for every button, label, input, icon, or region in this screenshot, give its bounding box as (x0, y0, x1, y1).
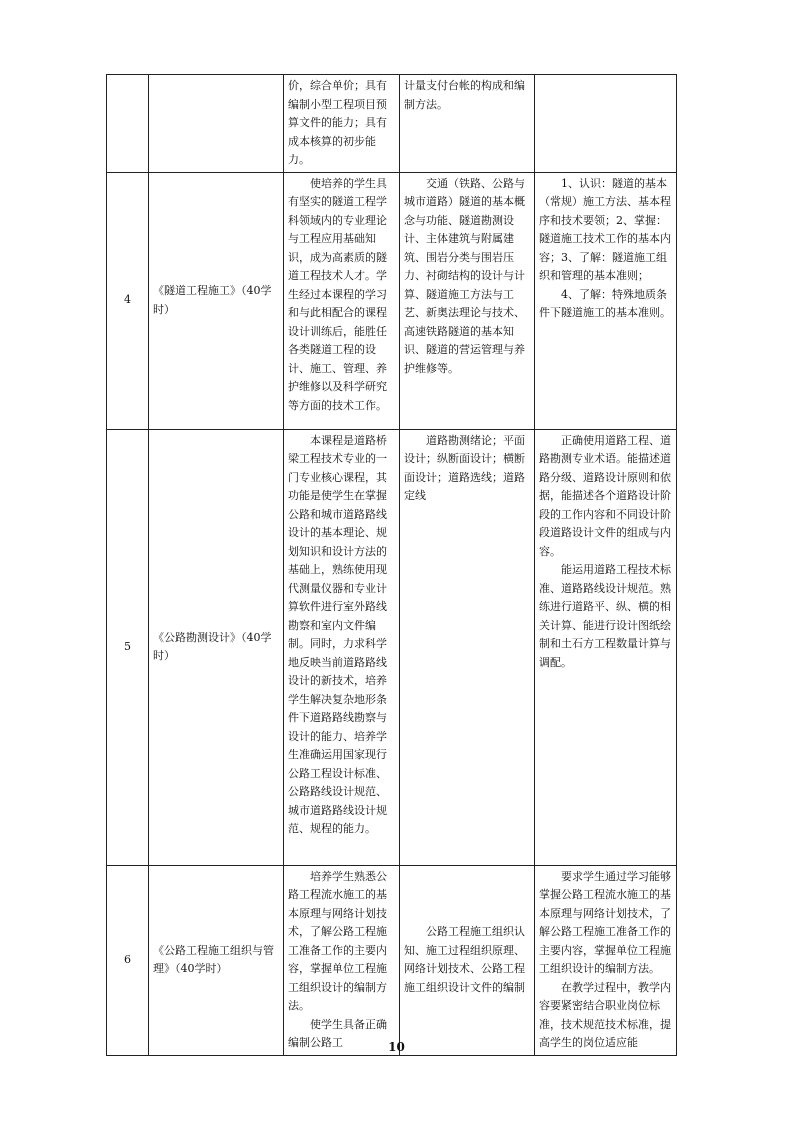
course-goal-cell (284, 172, 400, 429)
table-row (107, 429, 677, 865)
course-content-text: 道路勘测绪论；平面设计；纵断面设计；横断面设计；道路选线；道路定线 (404, 433, 525, 502)
course-name-cell: 《公路勘测设计》（40学时） (149, 429, 284, 865)
course-requirement-text: 要求学生通过学习能够掌握公路工程流水施工的基本原理与网络计划技术，了解公路工程施工准备工作的主要内容，掌握单位工程施工组织设计的编制方法。 在教学过程中，教学内容要紧密结合职业岗位标准，技术规范技术标准，提高学生的岗位适应能 (539, 869, 671, 1049)
course-table (106, 74, 677, 1056)
course-requirement-cell (535, 172, 677, 429)
course-content-cell (400, 172, 535, 429)
course-goal-text: 使培养的学生具有坚实的隧道工程学科领域内的专业理论与工程应用基础知识，成为高素质的隧道工程技术人才。学生经过本课程的学习和与此相配合的课程设计训练后，能胜任各类隧道工程的设计、施工、管理、养护维修以及科学研究等方面的技术工作。 (288, 176, 387, 412)
row-number-cell: 6 (107, 865, 149, 1055)
row-number-cell: 4 (107, 172, 149, 429)
course-name-cell (149, 75, 284, 173)
course-name-cell: 《隧道工程施工》（40学时） (149, 172, 284, 429)
row-number-cell: 5 (107, 429, 149, 865)
course-goal-cell (284, 429, 400, 865)
course-goal-text: 培养学生熟悉公路工程流水施工的基本原理与网络计划技术，了解公路工程施工准备工作的主要内容，掌握单位工程施工组织设计的编制方法。 使学生具备正确编制公路工 (288, 869, 387, 1049)
page-number: 10 (388, 1040, 405, 1054)
course-goal-text: 价，综合单价；具有编制小型工程项目预算文件的能力；具有成本核算的初步能力。 (288, 79, 387, 166)
course-requirement-text: 1、认识：隧道的基本（常规）施工方法、基本程序和技术要领；2、掌握：隧道施工技术工作的基本内容；3、了解：隧道施工组织和管理的基本准则； 4、了解：特殊地质条件下隧道施工的基本准则。 (539, 176, 671, 319)
table-row (107, 75, 677, 173)
course-goal-text: 本课程是道路桥梁工程技术专业的一门专业核心课程，其功能是使学生在掌握公路和城市道路路线设计的基本理论、规划知识和设计方法的基础上，熟练使用现代测量仪器和专业计算软件进行室外路线勘察和室内文件编制。同时，力求科学地反映当前道路路线设计的新技术，培养学生解决复杂地形条件下道路路线勘察与设计的能力、培养学生准确运用国家现行公路工程设计标准、公路路线设计规范、城市道路路线设计规范、规程的能力。 (288, 433, 387, 835)
course-requirement-cell (535, 865, 677, 1055)
table-row (107, 172, 677, 429)
course-content-text: 交通（铁路、公路与城市道路）隧道的基本概念与功能、隧道勘测设计、主体建筑与附属建筑、围岩分类与围岩压力、衬砌结构的设计与计算、隧道施工方法与工艺、新奥法理论与技术、高速铁路隧道的基本知识、隧道的营运管理与养护维修等。 (404, 176, 525, 375)
course-requirement-cell (535, 429, 677, 865)
row-number-cell (107, 75, 149, 173)
course-requirement-cell (535, 75, 677, 173)
course-requirement-text: 正确使用道路工程、道路勘测专业术语。能描述道路分级、道路设计原则和依据，能描述各个道路设计阶段的工作内容和不同设计阶段道路设计文件的组成与内容。 能运用道路工程技术标准、道路路线设计规范。熟练进行道路平、纵、横的相关计算、能进行设计图纸绘制和土石方工程数量计算与调配。 (539, 433, 671, 669)
course-content-text: 公路工程施工组织认知、施工过程组织原理、网络计划技术、公路工程施工组织设计文件的编制 (404, 925, 525, 994)
course-content-cell (400, 75, 535, 173)
course-goal-cell (284, 75, 400, 173)
course-name-cell: 《公路工程施工组织与管理》（40学时） (149, 865, 284, 1055)
course-content-text: 计量支付台帐的构成和编制方法。 (404, 79, 525, 111)
course-goal-cell (284, 865, 400, 1055)
course-content-cell (400, 429, 535, 865)
course-content-cell (400, 865, 535, 1055)
table-row (107, 865, 677, 1055)
